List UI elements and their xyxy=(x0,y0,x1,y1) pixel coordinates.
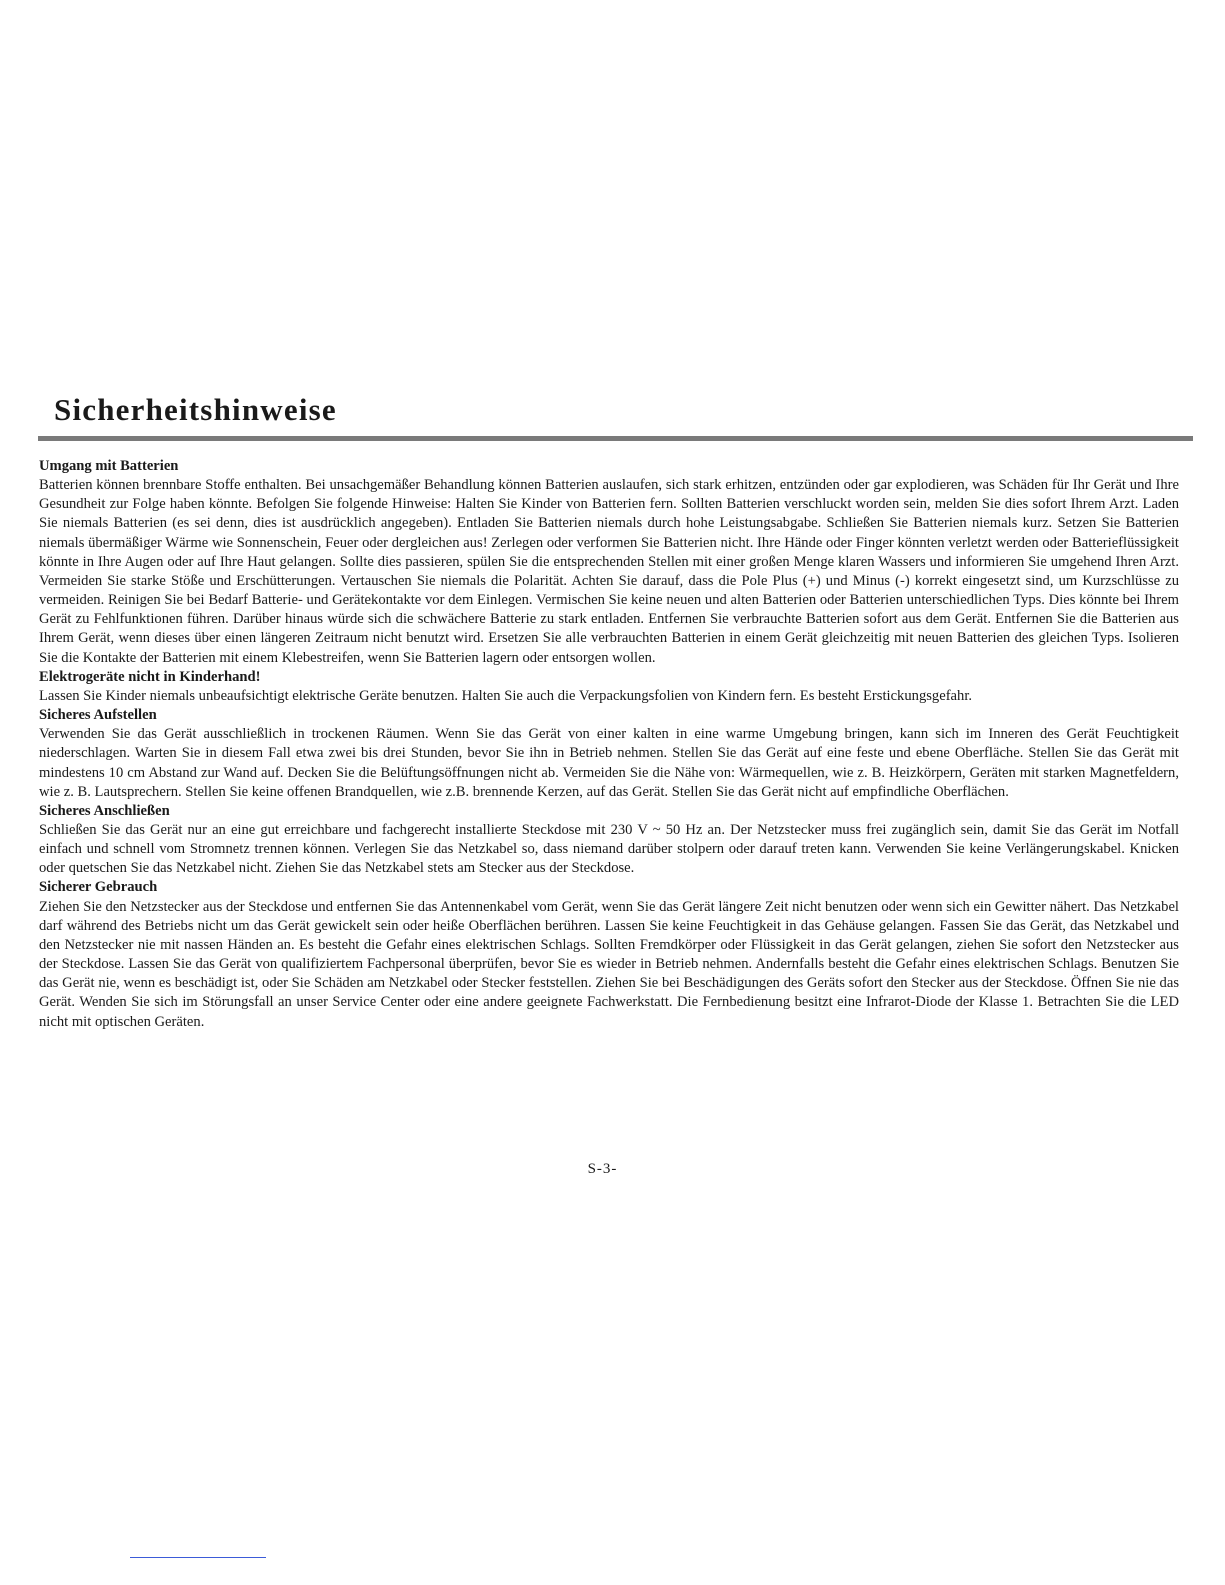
page-number: S-3- xyxy=(587,1161,618,1177)
page-title: Sicherheitshinweise xyxy=(54,392,337,427)
document-body xyxy=(39,457,1179,1032)
section-text: Batterien können brennbare Stoffe enthalten. Bei unsachgemäßer Behandlung können Batterien auslaufen, sich stark erhitzen, entzünden oder gar explodieren, was Schäden für Ihr Gerät und Ihre Gesundheit zur Folge haben könnte. Befolgen Sie folgende Hinweise: Halten Sie Kinder von Batterien fern. Sollten Batterien verschluckt worden sein, melden Sie dies sofort Ihrem Arzt. Laden Sie niemals Batterien (es sei denn, dies ist ausdrücklich angegeben). Entladen Sie Batterien niemals durch hohe Leistungsabgabe. Schließen Sie Batterien niemals kurz. Setzen Sie Batterien niemals übermäßiger Wärme wie Sonnenschein, Feuer oder dergleichen aus! Zerlegen oder verformen Sie Batterien nicht. Ihre Hände oder Finger könnten verletzt werden oder Batterieflüssigkeit könnte in Ihre Augen oder auf Ihre Haut gelangen. Sollte dies passieren, spülen Sie die entsprechenden Stellen mit einer großen Menge klaren Wassers und informieren Sie umgehend Ihren Arzt. Vermeiden Sie starke Stöße und Erschütterungen. Vertauschen Sie niemals die Polarität. Achten Sie darauf, dass die Pole Plus (+) und Minus (-) korrekt eingesetzt sind, um Kurzschlüsse zu vermeiden. Reinigen Sie bei Bedarf Batterie- und Gerätekontakte vor dem Einlegen. Vermischen Sie keine neuen und alten Batterien oder Batterien unterschiedlichen Typs. Dies könnte bei Ihrem Gerät zu Fehlfunktionen führen. Darüber hinaus würde sich die schwächere Batterie zu stark entladen. Entfernen Sie verbrauchte Batterien sofort aus dem Gerät. Entfernen Sie die Batterien aus Ihrem Gerät, wenn dieses über einen längeren Zeitraum nicht benutzt wird. Ersetzen Sie alle verbrauchten Batterien in einem Gerät gleichzeitig mit neuen Batterien des gleichen Typs. Isolieren Sie die Kontakte der Batterien mit einem Klebestreifen, wenn Sie Batterien lagern oder entsorgen wollen. xyxy=(39,477,1179,666)
section-heading: Sicheres Aufstellen xyxy=(39,707,157,724)
title-divider xyxy=(38,436,1193,441)
section-heading: Elektrogeräte nicht in Kinderhand! xyxy=(39,668,261,685)
section-heading: Sicheres Anschließen xyxy=(39,802,170,819)
section-text: Ziehen Sie den Netzstecker aus der Steckdose und entfernen Sie das Antennenkabel vom Gerät, wenn Sie das Gerät längere Zeit nicht benutzen oder wenn sich ein Gewitter nähert. Das Netzkabel darf während des Betriebs nicht um das Gerät gewickelt sein oder heiße Oberflächen berühren. Lassen Sie keine Feuchtigkeit in das Gehäuse gelangen. Fassen Sie das Gerät, das Netzkabel und den Netzstecker nie mit nassen Händen an. Es besteht die Gefahr eines elektrischen Schlags. Sollten Fremdkörper oder Flüssigkeit in das Gerät gelangen, ziehen Sie sofort den Netzstecker aus der Steckdose. Lassen Sie das Gerät von qualifiziertem Fachpersonal überprüfen, bevor Sie es wieder in Betrieb nehmen. Andernfalls besteht die Gefahr eines elektrischen Schlags. Benutzen Sie das Gerät nie, wenn es beschädigt ist, oder Sie Schäden am Netzkabel oder Stecker feststellen. Ziehen Sie bei Beschädigungen des Geräts sofort den Stecker aus der Steckdose. Öffnen Sie nie das Gerät. Wenden Sie sich im Störungsfall an unser Service Center oder eine andere geeignete Fachwerkstatt. Die Fernbedienung besitzt eine Infrarot-Diode der Klasse 1. Betrachten Sie die LED nicht mit optischen Geräten. xyxy=(39,898,1179,1030)
section-text: Schließen Sie das Gerät nur an eine gut erreichbare und fachgerecht installierte Steckdose mit 230 V ~ 50 Hz an. Der Netzstecker muss frei zugänglich sein, damit Sie das Gerät im Notfall einfach und schnell vom Stromnetz trennen können. Verlegen Sie das Netzkabel so, dass niemand darüber stolpern oder darauf treten kann. Verwenden Sie keine Verlängerungskabel. Knicken oder quetschen Sie das Netzkabel nicht. Ziehen Sie das Netzkabel stets am Stecker aus der Steckdose. xyxy=(39,821,1179,877)
section-text: Verwenden Sie das Gerät ausschließlich in trockenen Räumen. Wenn Sie das Gerät von einer kalten in eine warme Umgebung bringen, kann sich im Inneren des Gerät Feuchtigkeit niederschlagen. Warten Sie in diesem Fall etwa zwei bis drei Stunden, bevor Sie ihn in Betrieb nehmen. Stellen Sie das Gerät auf eine feste und ebene Oberfläche. Stellen Sie das Gerät mit mindestens 10 cm Abstand zur Wand auf. Decken Sie die Belüftungsöffnungen nicht ab. Vermeiden Sie die Nähe von: Wärmequellen, wie z. B. Heizkörpern, Geräten mit starken Magnetfeldern, wie z. B. Lautsprechern. Stellen Sie keine offenen Brandquellen, wie z.B. brennende Kerzen, auf das Gerät. Stellen Sie das Gerät nicht auf empfindliche Oberflächen. xyxy=(39,726,1179,800)
section-usage xyxy=(39,878,1179,1031)
section-batteries xyxy=(39,457,1179,668)
section-text: Lassen Sie Kinder niemals unbeaufsichtigt elektrische Geräte benutzen. Halten Sie auch die Verpackungsfolien von Kindern fern. Es besteht Erstickungsgefahr. xyxy=(39,687,973,704)
section-heading: Sicherer Gebrauch xyxy=(39,879,158,896)
section-heading: Umgang mit Batterien xyxy=(39,458,179,474)
section-connection xyxy=(39,802,1179,879)
section-children xyxy=(39,668,1179,706)
section-placement xyxy=(39,706,1179,802)
footer-link-underline xyxy=(130,1557,266,1558)
